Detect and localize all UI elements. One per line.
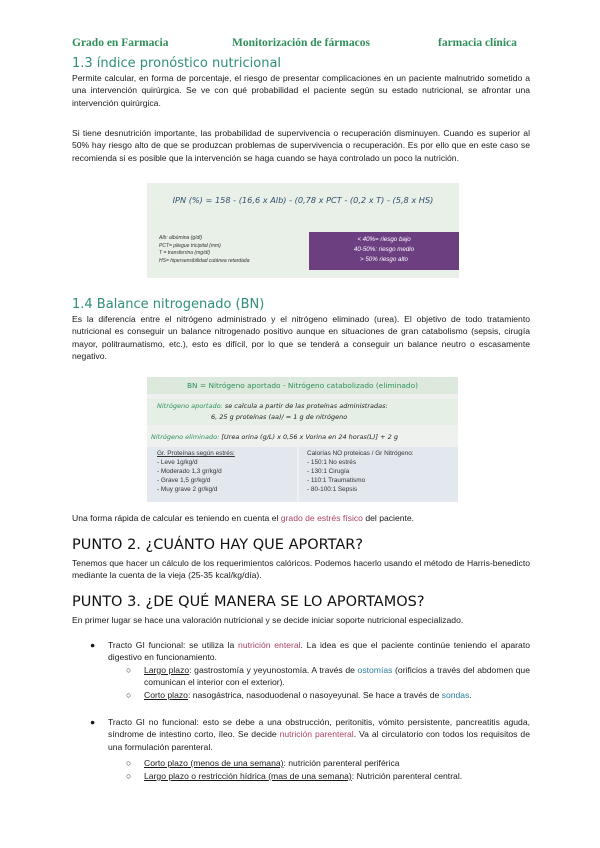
b1b-u: Corto plazo (144, 690, 188, 700)
quick-calc-line (72, 512, 530, 524)
risk-low: < 40%= riesgo bajo (357, 236, 411, 243)
legend-pct: PCT= pliegue tricipital (mm) (159, 242, 221, 249)
b2b-post: : Nutrición parenteral central. (351, 771, 463, 781)
quick-link: grado de estrés físico (280, 513, 363, 523)
quick-pre: Una forma rápida de calcular es teniendo en cuenta el (72, 513, 281, 523)
quick-post: del paciente. (362, 513, 415, 523)
bullet-funcional (108, 639, 530, 664)
b2b-u: Largo plazo o restricción hídrica (mas de una semana) (144, 771, 352, 781)
section-1-3-title: 1.3 índice pronóstico nutricional (72, 56, 282, 71)
header-right: farmacia clínica (438, 37, 517, 49)
b1-post: . La idea es que el paciente continúe teniendo el aparato digestivo en funcionamiento. (108, 640, 530, 663)
sub-bullet: ○ (126, 690, 132, 700)
b2-pre: Tracto GI no funcional: esto se debe a una obstrucción, peritonitis, vómito persistente, pancreatitis aguda, síndrome de intestino corto, íleo. Se decide (108, 717, 530, 740)
bn-right-item: - 80-100:1 Sepsis (307, 486, 358, 493)
bn-aport-eq: 6, 25 g proteínas (aa)/ = 1 g de nitrógeno (211, 413, 348, 421)
b1b-pre: : nasogástrica, nasoduodenal o nasoyeyunal. Se hace a través de (187, 690, 442, 700)
b1-pre: Tracto GI funcional: se utiliza la (108, 640, 239, 650)
bn-elim-line (151, 433, 398, 441)
section-1-4-title: 1.4 Balance nitrogenado (BN) (72, 297, 265, 312)
sub-corto-plazo (144, 689, 530, 701)
bn-aport-line (157, 402, 388, 410)
risk-medium: 40-50%: riesgo medio (353, 246, 415, 253)
bn-left-item: - Grave 1,5 gr/kg/d (157, 477, 211, 484)
punto-2-title: PUNTO 2. ¿CUÁNTO HAY QUE APORTAR? (72, 537, 364, 553)
b2-link: nutrición parenteral (279, 729, 354, 740)
bn-right-item: - 150:1 No estrés (307, 459, 357, 466)
bullet-dot: ● (90, 640, 96, 650)
b1a-link: ostomías (357, 665, 393, 675)
sub-bullet: ○ (126, 771, 132, 781)
b2a-post: : nutrición parenteral periférica (283, 758, 400, 768)
header-center: Monitorización de fármacos (232, 37, 370, 49)
b2-post: . Va al circulatorio con todos los requisitos de una formulación parenteral. (108, 729, 530, 752)
bn-left-item: - Moderado 1,3 gr/kg/d (157, 468, 222, 475)
ipn-legend (159, 235, 249, 265)
b1-link: nutrición enteral (238, 640, 301, 650)
legend-t: T = transferrina (mg/dl) (159, 250, 210, 257)
bn-elim-text: [Urea orina (g/L) x 0,56 x Vorina en 24 horas(L)] + 2 g (221, 433, 398, 441)
bn-right-item: - 110:1 Traumatismo (307, 477, 366, 484)
punto-3-title: PUNTO 3. ¿DE QUÉ MANERA SE LO APORTAMOS? (72, 594, 425, 610)
b1a-u: Largo plazo (144, 665, 190, 675)
bn-aport-text: se calcula a partir de las proteínas administradas: (224, 402, 388, 410)
punto-3-intro: En primer lugar se hace una valoración nutricional y se decide iniciar soporte nutricional especializado. (72, 615, 464, 625)
b1b-post: . (469, 690, 472, 700)
bn-left-list (157, 449, 235, 494)
s14-paragraph-1: Es la diferencia entre el nitrógeno administrado y el nitrógeno eliminado (urea). El objetivo de todo tratamiento nutricional es conseguir un balance nitrogenado positivo aunque en situaciones de gran catabolismo (sepsis, cirugía mayor, politraumatismo, etc.), esto es difícil, por lo que se tenderá a conseguir un balance neutro o escasamente negativo. (72, 314, 530, 362)
sub-corto-semana (144, 757, 530, 769)
risk-box (309, 232, 459, 270)
bn-right-list (307, 449, 414, 494)
b2a-u: Corto plazo (menos de una semana) (144, 758, 284, 768)
b1a-post: (orificios a través del abdomen que comunican el interior con el exterior). (144, 665, 530, 688)
bn-elim-label: Nitrógeno eliminado: (151, 433, 220, 441)
bn-formula-image (147, 377, 458, 502)
bn-right-title: Calorías NO proteicas / Gr Nitrógeno: (307, 450, 414, 457)
bn-right-item: - 130:1 Cirugía (307, 468, 350, 475)
legend-alb: Alb: albúmina (g/dl) (159, 235, 203, 241)
punto-2-text: Tenemos que hacer un cálculo de los requerimientos calóricos. Podemos hacerlo usando el método de Harris-benedicto mediante la cuenta de la vieja (25-35 kcal/kg/día). (72, 558, 530, 581)
sub-largo-plazo (144, 664, 530, 689)
s13-paragraph-2: Si tiene desnutrición importante, las probabilidad de supervivencia o recuperación disminuyen. Cuando es superior al 50% hay riesgo alto de que se produzcan problemas de supervivencia o recuperación. Es por ello que en este caso se recomienda si es posible que la intervención se haga cuando se haya controlado un poco la nutrición. (72, 128, 530, 163)
b1a-pre: : gastrostomía y yeyunostomía. A través de (189, 665, 358, 675)
bn-left-item: - Leve 1g/kg/d (157, 459, 198, 466)
sub-bullet: ○ (126, 665, 132, 675)
sub-bullet: ○ (126, 758, 132, 768)
bn-formula: BN = Nitrógeno aportado - Nitrógeno catabolizado (eliminado) (186, 381, 419, 390)
bn-left-title: Gr. Proteínas según estrés: (157, 450, 235, 457)
header-left: Grado en Farmacia (72, 37, 169, 49)
b1b-link: sondas (441, 690, 470, 700)
bn-left-item: - Muy grave 2 gr/kg/d (157, 486, 218, 493)
bullet-dot: ● (90, 717, 96, 727)
ipn-formula-image (147, 183, 459, 278)
bullet-no-funcional (108, 716, 530, 753)
sub-largo-semana (144, 770, 530, 782)
bn-aport-label: Nitrógeno aportado: (157, 402, 223, 410)
legend-hs: HS= hipersensibilidad cutánea retardada (159, 257, 250, 264)
ipn-formula: IPN (%) = 158 - (16,6 x Alb) - (0,78 x PCT - (0,2 x T) - (5,8 x HS) (172, 195, 434, 205)
s13-paragraph-1: Permite calcular, en forma de porcentaje, el riesgo de presentar complicaciones en un paciente malnutrido sometido a una intervención quirúrgica. Se ve con qué probabilidad el paciente según su estado nutricional, se afrontar una intervención quirúrgica. (72, 73, 530, 108)
risk-high: > 50% riesgo alto (360, 256, 408, 263)
